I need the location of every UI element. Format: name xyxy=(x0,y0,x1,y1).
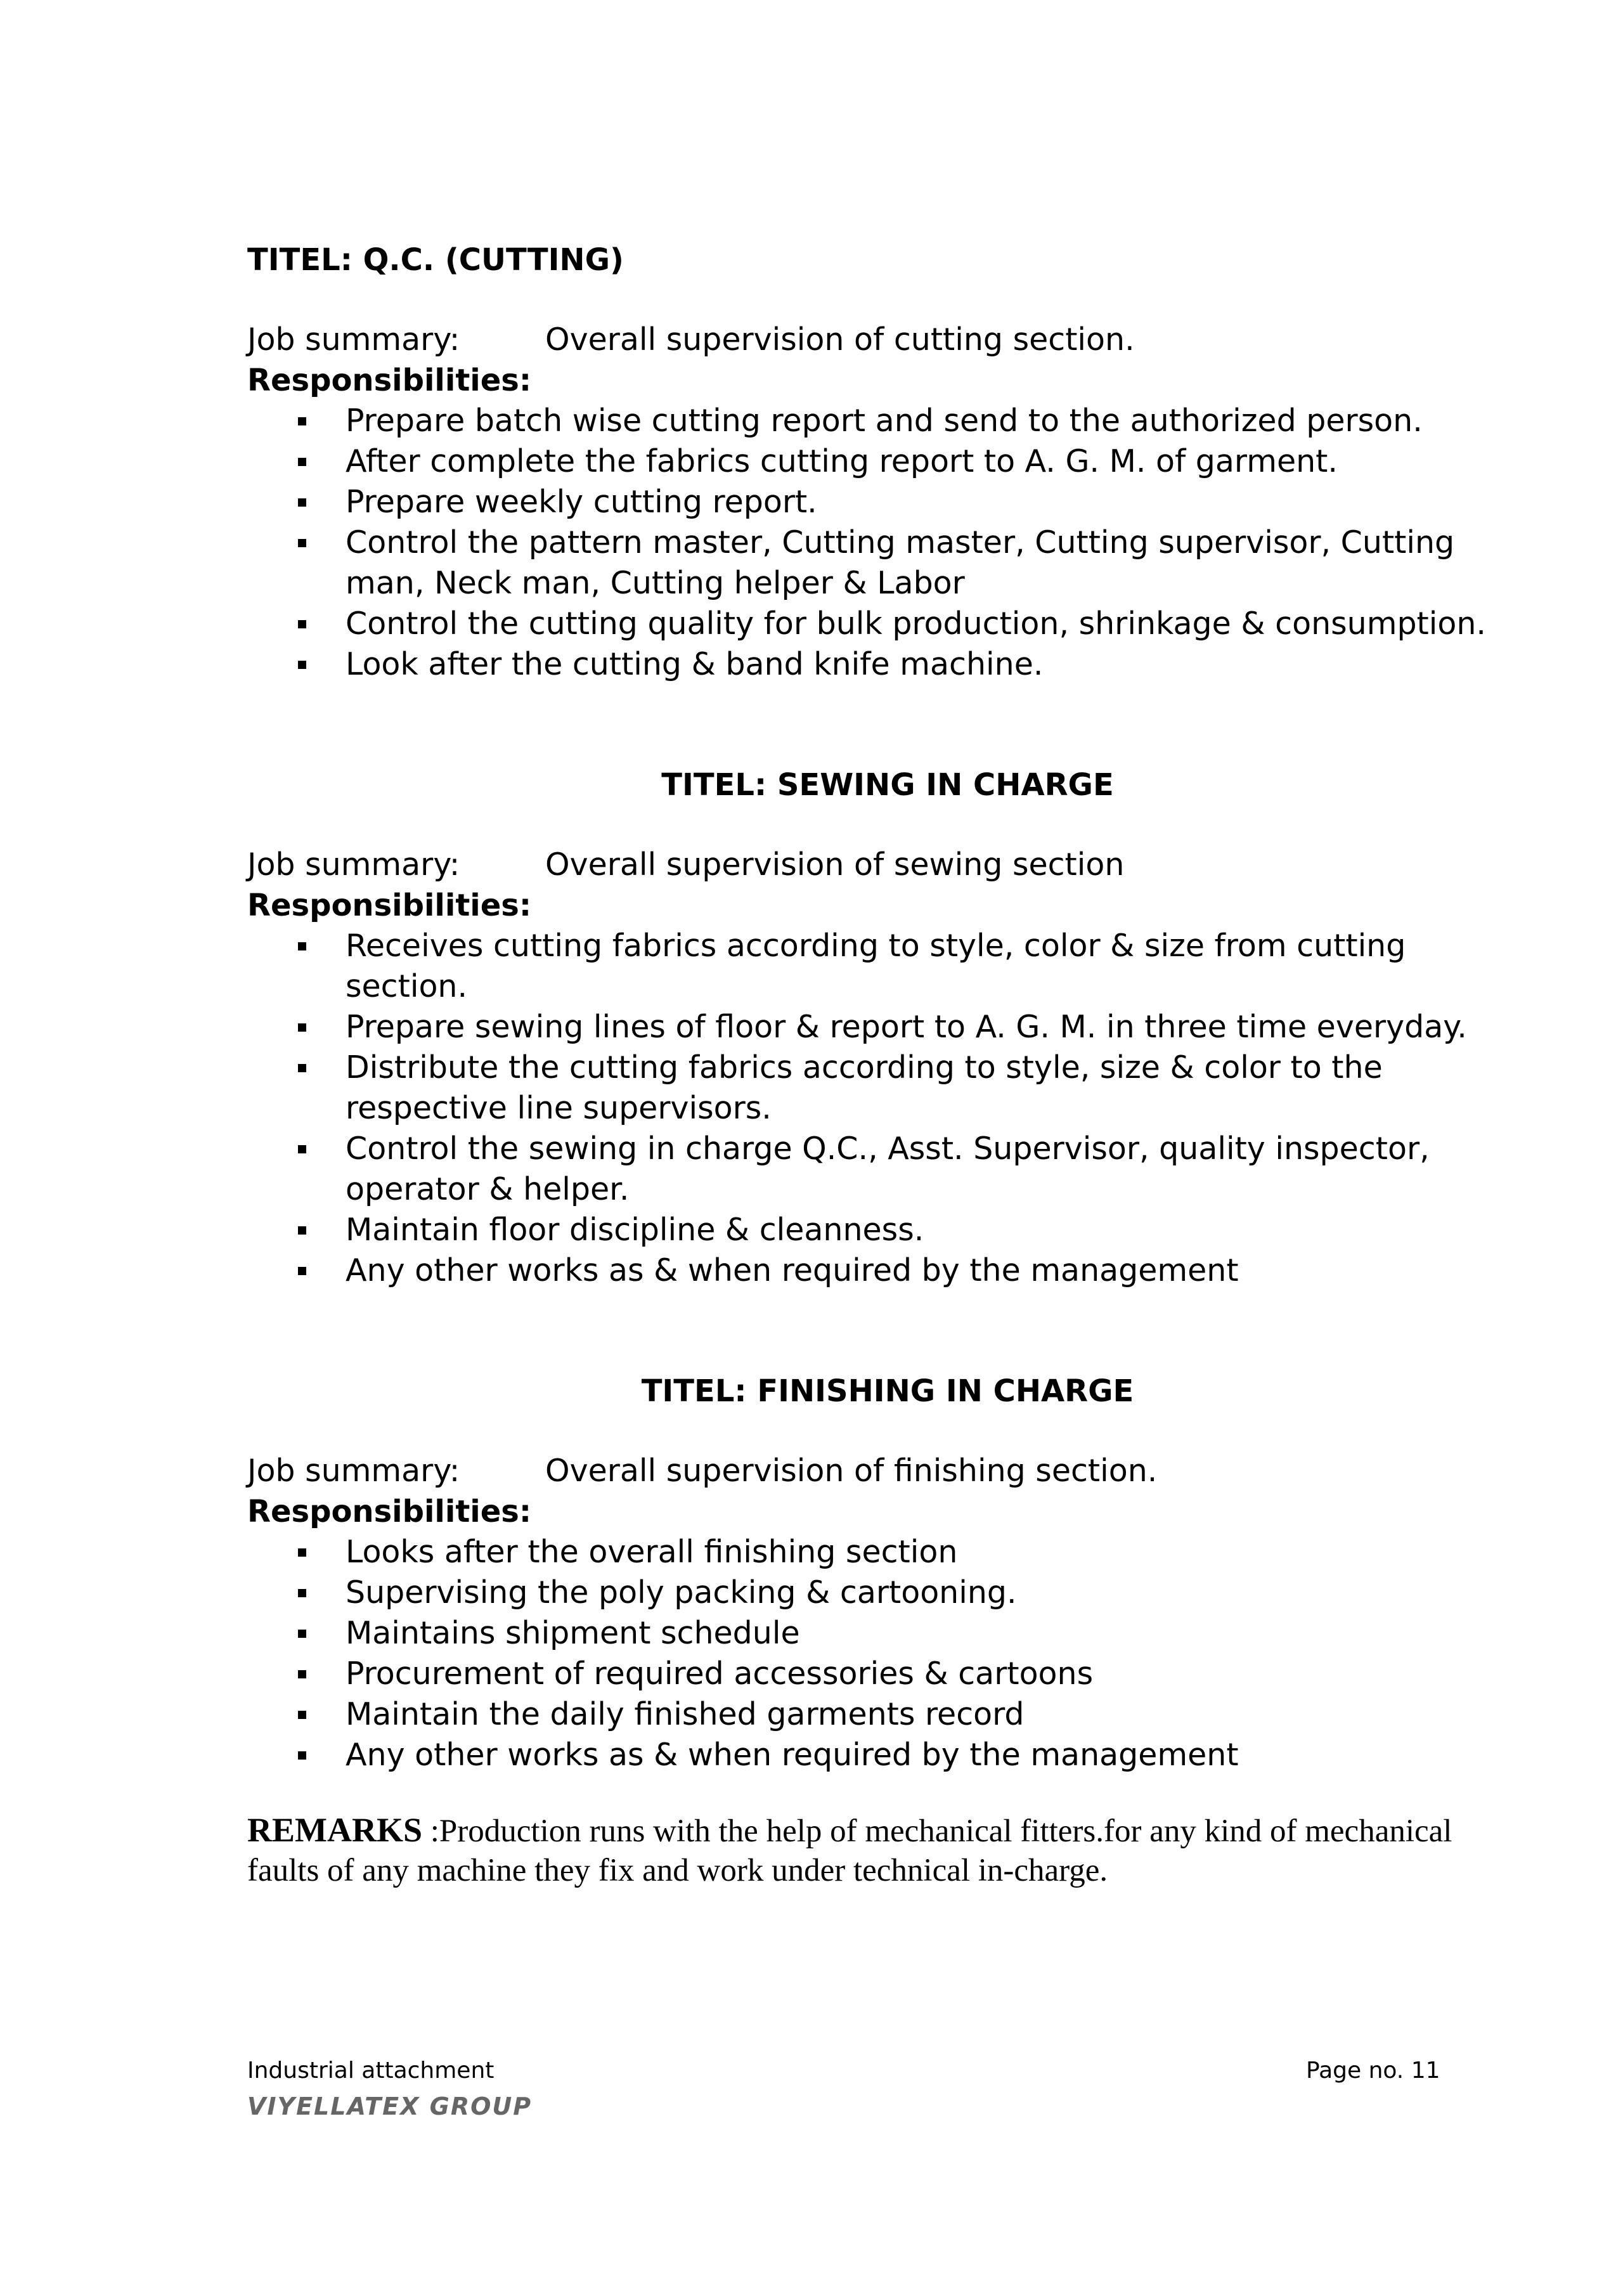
square-bullet-icon xyxy=(298,1548,306,1557)
list-item xyxy=(247,1532,1528,1573)
responsibilities-heading: Responsibilities: xyxy=(247,888,532,923)
list-item-text: Any other works as & when required by the management xyxy=(346,1252,1239,1288)
section-title: TITEL: SEWING IN CHARGE xyxy=(661,767,1114,803)
job-summary-label: Job summary: xyxy=(247,321,460,358)
square-bullet-icon xyxy=(298,417,306,425)
list-item xyxy=(247,401,1528,441)
list-item-text: Control the cutting quality for bulk production, shrinkage & consumption. xyxy=(346,606,1486,642)
section-sewing-in-charge xyxy=(247,765,1528,1291)
section-qc-cutting xyxy=(247,240,1528,685)
square-bullet-icon xyxy=(298,1064,306,1072)
list-item xyxy=(247,522,1528,604)
list-item xyxy=(247,604,1528,644)
footer-title: Industrial attachment xyxy=(247,2058,495,2084)
square-bullet-icon xyxy=(298,661,306,669)
remarks-text: :Production runs with the help of mechanical fitters.for any kind of mechanical faults of any machine they fix and work under technical in-charge. xyxy=(247,1813,1452,1888)
responsibilities-list xyxy=(247,401,1528,685)
square-bullet-icon xyxy=(298,1751,306,1760)
list-item xyxy=(247,1694,1528,1735)
square-bullet-icon xyxy=(298,498,306,507)
square-bullet-icon xyxy=(298,1145,306,1153)
list-item-text: Maintain floor discipline & cleanness. xyxy=(346,1212,924,1248)
list-item xyxy=(247,1007,1528,1047)
section-finishing-in-charge xyxy=(247,1371,1528,1775)
job-summary xyxy=(247,1451,1528,1491)
list-item xyxy=(247,482,1528,522)
square-bullet-icon xyxy=(298,620,306,628)
square-bullet-icon xyxy=(298,1267,306,1275)
responsibilities-list xyxy=(247,1532,1528,1775)
company-logo-text: VIYELLATEX GROUP xyxy=(247,2092,533,2120)
square-bullet-icon xyxy=(298,1589,306,1597)
list-item xyxy=(247,1047,1528,1129)
square-bullet-icon xyxy=(298,1226,306,1235)
job-summary xyxy=(247,320,1528,360)
responsibilities-list xyxy=(247,926,1528,1291)
remarks-label: REMARKS xyxy=(247,1811,423,1849)
square-bullet-icon xyxy=(298,1023,306,1032)
job-summary-text: Overall supervision of cutting section. xyxy=(545,321,1135,358)
list-item-text: Maintain the daily finished garments record xyxy=(346,1696,1025,1732)
list-item-text: Prepare weekly cutting report. xyxy=(346,484,817,520)
section-title: TITEL: FINISHING IN CHARGE xyxy=(641,1373,1134,1409)
list-item-text: Any other works as & when required by the management xyxy=(346,1737,1239,1773)
job-summary-text: Overall supervision of sewing section xyxy=(545,846,1125,883)
job-summary-label: Job summary: xyxy=(247,846,460,883)
job-summary-text: Overall supervision of finishing section. xyxy=(545,1453,1158,1489)
list-item xyxy=(247,1654,1528,1694)
list-item xyxy=(247,441,1528,482)
square-bullet-icon xyxy=(298,458,306,466)
list-item-text: Prepare batch wise cutting report and send to the authorized person. xyxy=(346,403,1423,439)
list-item-text: Prepare sewing lines of floor & report to A. G. M. in three time everyday. xyxy=(346,1009,1467,1045)
square-bullet-icon xyxy=(298,1711,306,1719)
list-item xyxy=(247,1735,1528,1775)
job-summary xyxy=(247,845,1528,885)
list-item-text: Control the sewing in charge Q.C., Asst. Supervisor, quality inspector, operator & helper. xyxy=(346,1131,1430,1207)
list-item xyxy=(247,1129,1528,1210)
square-bullet-icon xyxy=(298,1670,306,1678)
list-item-text: Receives cutting fabrics according to style, color & size from cutting section. xyxy=(346,928,1406,1004)
list-item xyxy=(247,1250,1528,1291)
section-title: TITEL: Q.C. (CUTTING) xyxy=(247,242,624,278)
square-bullet-icon xyxy=(298,1630,306,1638)
list-item-text: Maintains shipment schedule xyxy=(346,1615,800,1651)
list-item xyxy=(247,644,1528,685)
list-item-text: Supervising the poly packing & cartooning. xyxy=(346,1574,1017,1611)
list-item-text: Distribute the cutting fabrics according to style, size & color to the respective line supervisors. xyxy=(346,1049,1383,1126)
list-item-text: Procurement of required accessories & cartoons xyxy=(346,1656,1094,1692)
list-item-text: Look after the cutting & band knife machine. xyxy=(346,646,1044,682)
list-item xyxy=(247,1210,1528,1250)
responsibilities-heading: Responsibilities: xyxy=(247,363,532,398)
list-item xyxy=(247,1613,1528,1654)
list-item-text: Looks after the overall finishing section xyxy=(346,1534,958,1570)
square-bullet-icon xyxy=(298,942,306,950)
list-item xyxy=(247,1573,1528,1613)
square-bullet-icon xyxy=(298,539,306,547)
list-item xyxy=(247,926,1528,1007)
list-item-text: Control the pattern master, Cutting master, Cutting supervisor, Cutting man, Neck man, Cutting helper & Labor xyxy=(346,524,1455,601)
page-number: Page no. 11 xyxy=(1306,2058,1440,2084)
job-summary-label: Job summary: xyxy=(247,1453,460,1489)
list-item-text: After complete the fabrics cutting report to A. G. M. of garment. xyxy=(346,443,1338,479)
responsibilities-heading: Responsibilities: xyxy=(247,1494,532,1529)
remarks-paragraph xyxy=(247,1810,1490,1890)
